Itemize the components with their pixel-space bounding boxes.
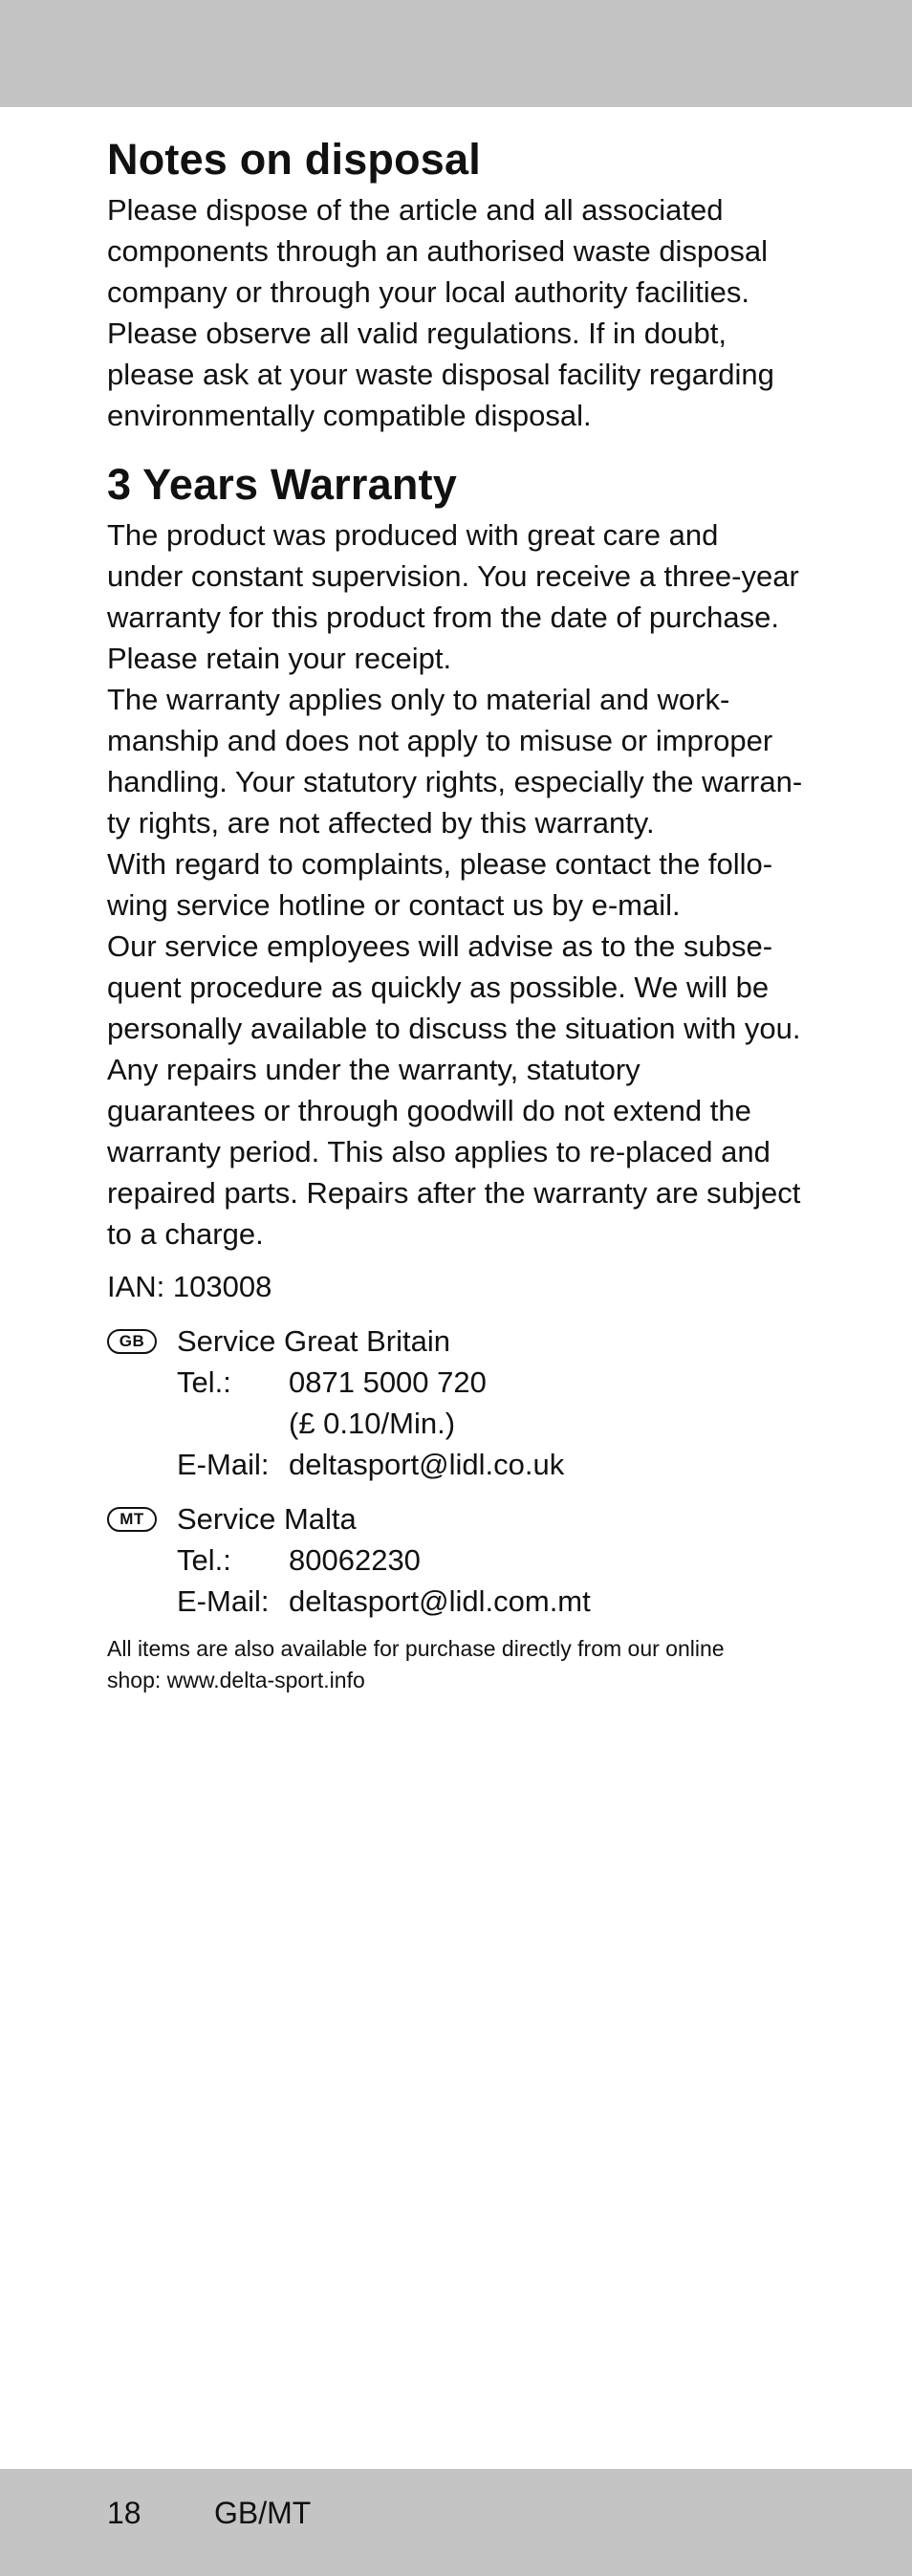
footnote-line: All items are also available for purchase directly from our online: [107, 1636, 725, 1661]
page-language: GB/MT: [214, 2496, 312, 2530]
country-badge-gb: GB: [107, 1329, 157, 1354]
warranty-line: guarantees or through goodwill do not extend the: [107, 1094, 751, 1127]
online-shop-note: [107, 1633, 814, 1696]
warranty-paragraph: [107, 514, 814, 1255]
warranty-line: ty rights, are not affected by this warranty.: [107, 806, 655, 840]
header-band: [0, 0, 912, 107]
tel-number: 0871 5000 720: [289, 1365, 487, 1399]
ian-number: IAN: 103008: [107, 1270, 272, 1303]
disposal-line: please ask at your waste disposal facility regarding: [107, 358, 774, 391]
page-number: 18: [107, 2496, 141, 2530]
email-label: E-Mail:: [177, 1584, 270, 1618]
warranty-line: Please retain your receipt.: [107, 642, 452, 675]
warranty-line: Any repairs under the warranty, statutory: [107, 1053, 641, 1086]
warranty-line: The product was produced with great care and: [107, 518, 719, 552]
warranty-heading: 3 Years Warranty: [107, 460, 457, 509]
warranty-line: personally available to discuss the situation with you.: [107, 1012, 801, 1045]
warranty-line: handling. Your statutory rights, especially the warran-: [107, 765, 803, 798]
service-name: Service Malta: [177, 1502, 357, 1536]
warranty-line: under constant supervision. You receive a three-year: [107, 559, 799, 593]
email-label: E-Mail:: [177, 1448, 270, 1481]
tel-number: 80062230: [289, 1543, 421, 1577]
warranty-line: to a charge.: [107, 1217, 264, 1251]
warranty-line: The warranty applies only to material and work-: [107, 683, 730, 716]
disposal-heading: Notes on disposal: [107, 135, 481, 184]
warranty-line: wing service hotline or contact us by e-mail.: [107, 888, 681, 922]
warranty-line: Our service employees will advise as to the subse-: [107, 929, 773, 963]
call-rate: (£ 0.10/Min.): [289, 1407, 456, 1440]
disposal-line: Please observe all valid regulations. If in doubt,: [107, 317, 727, 350]
disposal-line: environmentally compatible disposal.: [107, 399, 592, 432]
email-address: deltasport@lidl.com.mt: [289, 1584, 591, 1618]
disposal-line: components through an authorised waste disposal: [107, 234, 769, 268]
warranty-line: repaired parts. Repairs after the warranty are subject: [107, 1176, 801, 1210]
warranty-line: quent procedure as quickly as possible. We will be: [107, 971, 770, 1004]
disposal-paragraph: [107, 189, 814, 436]
tel-label: Tel.:: [177, 1365, 231, 1399]
email-address: deltasport@lidl.co.uk: [289, 1448, 565, 1481]
service-gb: [107, 1321, 814, 1485]
country-badge-mt: MT: [107, 1507, 157, 1532]
page-content: [107, 130, 814, 1696]
service-mt: [107, 1498, 814, 1622]
disposal-line: Please dispose of the article and all associated: [107, 193, 724, 227]
warranty-line: manship and does not apply to misuse or improper: [107, 724, 773, 757]
disposal-line: company or through your local authority facilities.: [107, 275, 749, 309]
tel-label: Tel.:: [177, 1543, 231, 1577]
warranty-line: warranty period. This also applies to re-placed and: [107, 1135, 771, 1168]
footnote-line: shop: www.delta-sport.info: [107, 1668, 365, 1692]
warranty-line: warranty for this product from the date of purchase.: [107, 600, 780, 634]
service-name: Service Great Britain: [177, 1324, 450, 1358]
warranty-line: With regard to complaints, please contact the follo-: [107, 847, 773, 881]
